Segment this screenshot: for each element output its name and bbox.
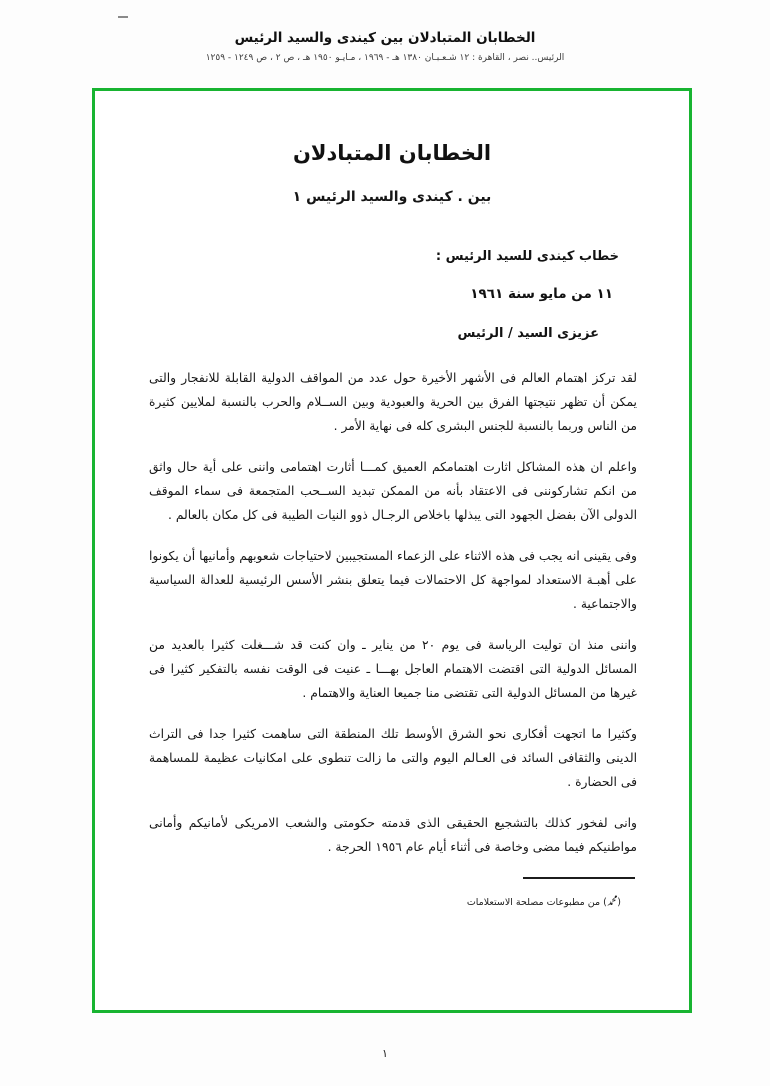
paragraph: واعلم ان هذه المشاكل اثارت اهتمامكم العميق كمـــا أثارت اهتمامى واننى على أية حال واثق من انكم تشاركوننى فى الاعتقاد بأنه من الممكن تبديد الســحب المتجمعة فى سماء الموقف الدولى الآن بفضل الجهود التى يبذلها باخلاص الرجـال ذوو النيات الطيبة فى كل مكان بالعالم .	[149, 459, 637, 522]
footnote-divider	[523, 877, 635, 879]
letter-body	[141, 367, 643, 859]
header-title: الخطابان المتبادلان بين كيندى والسيد الرئيس	[234, 30, 536, 46]
corner-dash-icon	[118, 16, 128, 18]
letter-heading: خطاب كيندى للسيد الرئيس :	[435, 249, 619, 264]
page-number: ١	[382, 1047, 388, 1060]
letter-salutation: عزيزى السيد / الرئيس	[457, 326, 599, 341]
paragraph: وفى يقينى انه يجب فى هذه الاثناء على الزعماء المستجيبين لاحتياجات شعوبهم وأمانيها أن يكونوا على أهبـة الاستعداد لمواجهة كل الاحتمالات فيما يتعلق بنشر الأسس الرئيسية للعدالة السياسية والاجتماعية .	[149, 548, 637, 611]
paragraph: وانى لفخور كذلك بالتشجيع الحقيقى الذى قدمته حكومتى والشعب الامريكى لأمانيكم وأمانى مواطنيكم فيما مضى وخاصة فى أثناء أيام عام ١٩٥٦ الحرجة .	[149, 815, 637, 854]
document-header	[0, 30, 770, 63]
paragraph: لقد تركز اهتمام العالم فى الأشهر الأخيرة حول عدد من المواقف الدولية القابلة للانفجار والتى يمكن أن تظهر نتيجتها الفرق بين الحرية والعبودية وبين الســلام والحرب بالنسبة لملايين كثيرة من الناس وربما بالنسبة للجنس البشرى كله فى نهاية الأمر .	[149, 371, 637, 433]
page-title: الخطابان المتبادلان	[292, 141, 492, 165]
green-border-frame	[92, 88, 692, 1013]
page-subtitle: بين . كيندى والسيد الرئيس ١	[292, 189, 492, 205]
header-citation: الرئيس.. نصر ، القاهرة : ١٢ شـعـبـان ١٣٨٠ هـ - ١٩٦٩ ، مـايـو ١٩٥٠ هـ ، ص ٢ ، ص ١٢٤٩ - ١٢٥٩	[205, 53, 565, 63]
letter-date: ١١ من مايو سنة ١٩٦١	[470, 286, 613, 302]
paragraph: وكثيرا ما اتجهت أفكارى نحو الشرق الأوسط تلك المنطقة التى ساهمت كثيرا جدا فى التراث الدينى والثقافى السائد فى العـالم اليوم والتى ما زالت تنطوى على امكانيات عظيمة للمساهمة فى الحضارة .	[149, 726, 637, 789]
footnote-text: (ﷴ) من مطبوعات مصلحة الاستعلامات	[466, 897, 621, 909]
page-content	[95, 91, 689, 1010]
paragraph: واننى منذ ان توليت الرياسة فى يوم ٢٠ من يناير ـ وان كنت قد شـــغلت كثيرا بالعديد من المسائل الدولية التى اقتضت الاهتمام العاجل بهـــا ـ عنيت فى الوقت نفسه بالتفكير كثيرا فى غيرها من المسائل الدولية التى تقتضى منا جميعا العناية والاهتمام .	[149, 637, 637, 700]
